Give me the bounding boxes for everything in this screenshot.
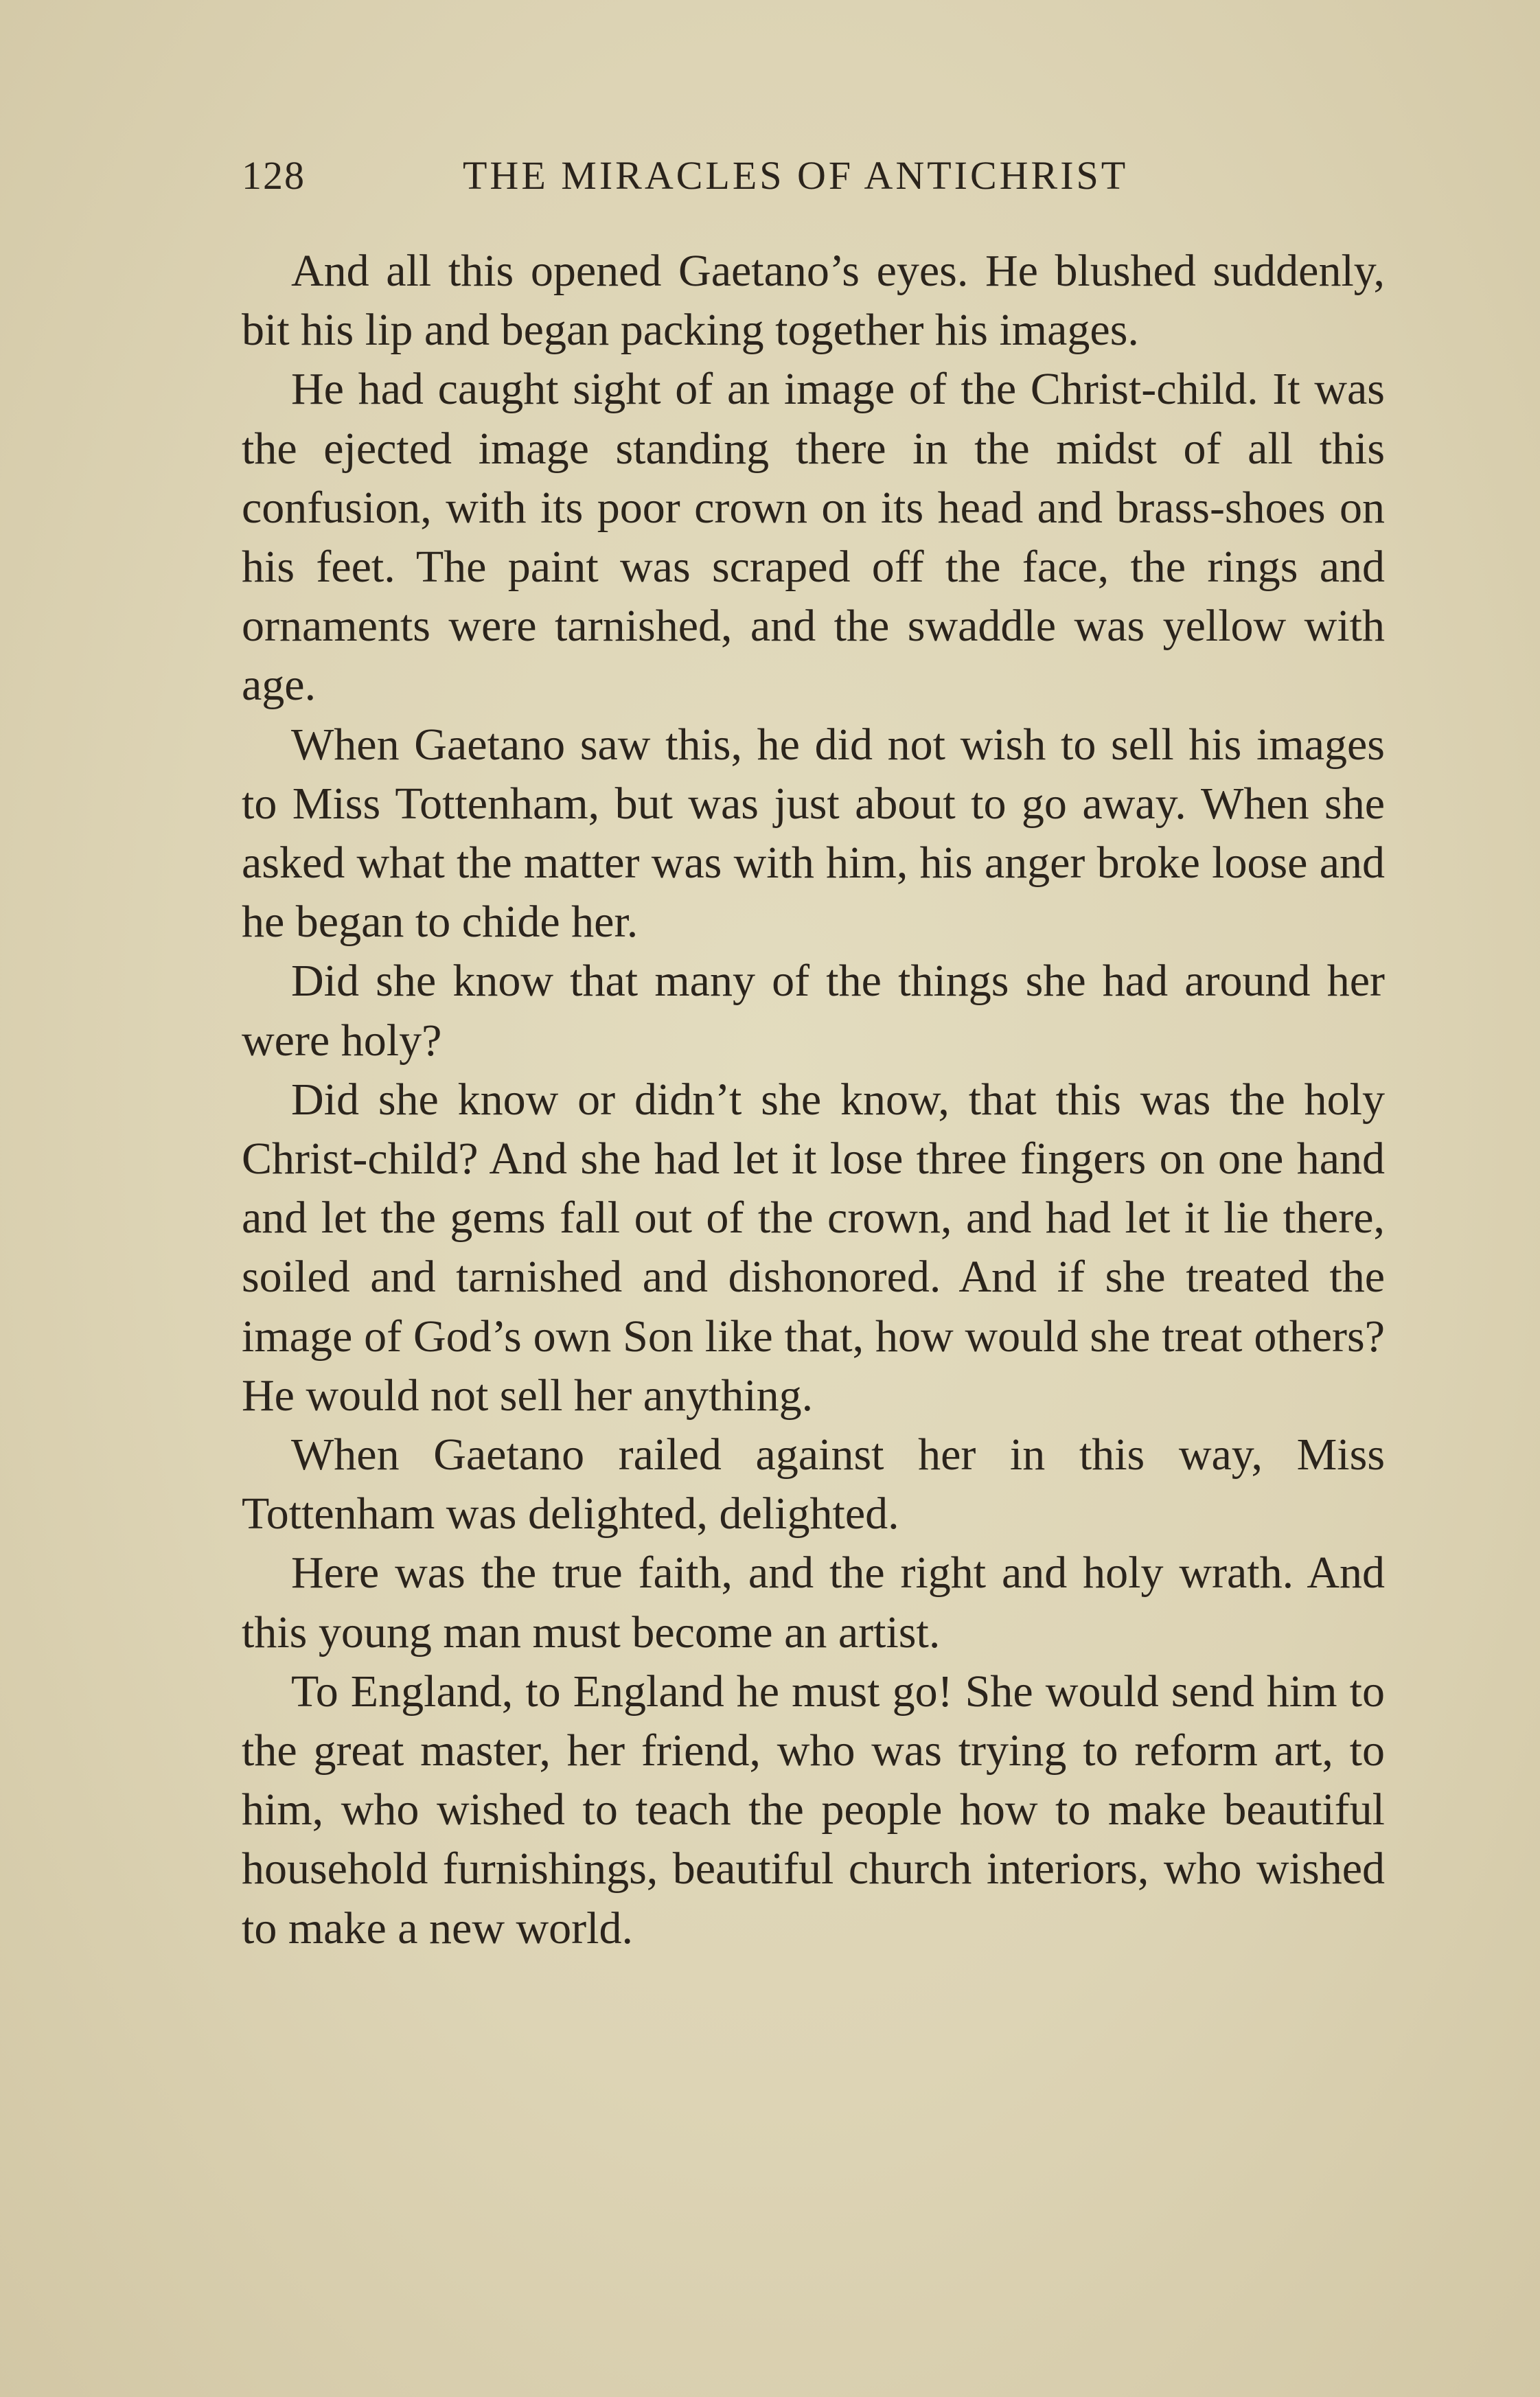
paragraph: Here was the true faith, and the right and holy wrath. And this young man must become an artist. <box>242 1548 1385 1658</box>
page-header <box>242 152 1169 200</box>
paragraph: When Gaetano railed against her in this way, Miss Tottenham was delighted, delighted. <box>242 1430 1385 1539</box>
body-text <box>242 242 1385 1958</box>
paragraph: Did she know or didn’t she know, that this was the holy Christ-child? And she had let it lose three fingers on one hand and let the gems fall out of the crown, and had let it lie there, soiled and tarnished and dishonored. And if she treated the image of God’s own Son like that, how would she treat others? He would not sell her anything. <box>242 1074 1385 1421</box>
paragraph: When Gaetano saw this, he did not wish to sell his images to Miss Tottenham, but was just about to go away. When she asked what the matter was with him, his anger broke loose and he began to chide her. <box>242 719 1385 948</box>
page-number: 128 <box>242 153 306 198</box>
paragraph: He had caught sight of an image of the Christ-child. It was the ejected image standing there in the midst of all this confusion, with its poor crown on its head and brass-shoes on his feet. The paint was scraped off the face, the rings and ornaments were tarnished, and the swaddle was yellow with age. <box>242 364 1385 711</box>
paragraph: To England, to England he must go! She would send him to the great master, her friend, who was trying to reform art, to him, who wished to teach the people how to make beautiful household furnishings, beautiful church interiors, who wished to make a new world. <box>242 1666 1385 1953</box>
running-head: THE MIRACLES OF ANTICHRIST <box>463 153 1129 198</box>
paragraph: And all this opened Gaetano’s eyes. He blushed suddenly, bit his lip and began packing together his images. <box>242 246 1385 356</box>
paragraph: Did she know that many of the things she had around her were holy? <box>242 956 1385 1066</box>
